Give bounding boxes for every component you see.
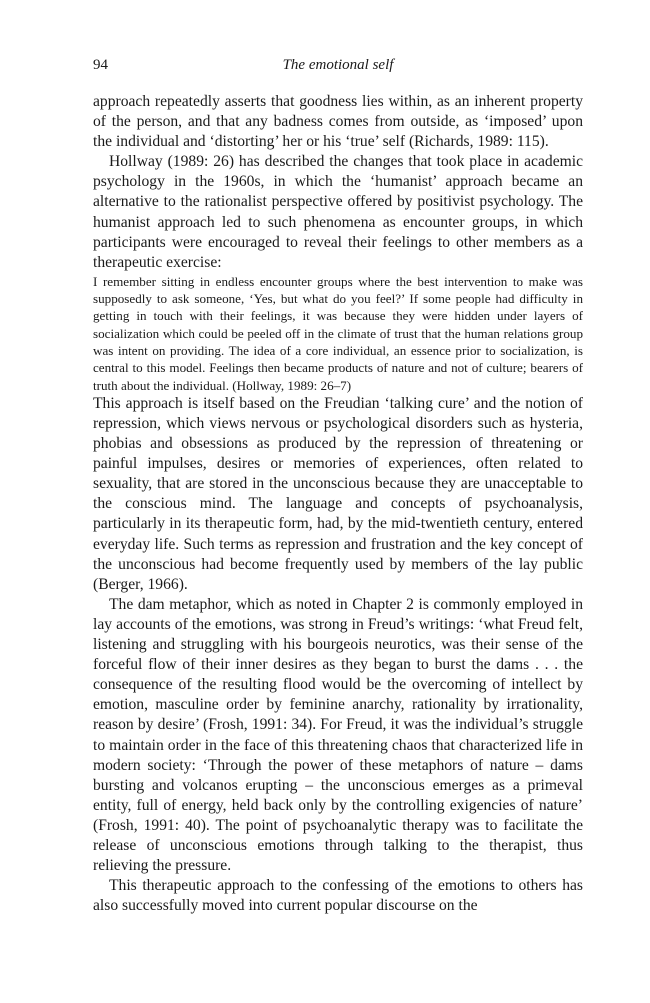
block-quote: I remember sitting in endless encounter groups where the best intervention to make was supposedly to ask someone, ‘Yes, but what do you feel?’ If some people had difficulty in getting in touch with their feelings, it was because they were hidden under layers of socialization which could be peeled off in the climate of trust that the human relations group was intent on providing. The idea of a core individual, an essence prior to socialization, is central to this model. Feelings then became products of nature and not of culture; bearers of truth about the individual. (Hollway, 1989: 26–7) — [93, 273, 583, 393]
body-text — [93, 92, 583, 916]
paragraph: The dam metaphor, which as noted in Chapter 2 is commonly employed in lay accounts of the emotions, was strong in Freud’s writings: ‘what Freud felt, listening and struggling with his bourgeois neurotics, was their sense of the forceful flow of their inner desires as they began to burst the dams . . . the consequence of the resulting flood would be the overcoming of intellect by emotion, masculine order by feminine anarchy, rationality by irrationality, reason by desire’ (Frosh, 1991: 34). For Freud, it was the individual’s struggle to maintain order in the face of this threatening chaos that characterized life in modern society: ‘Through the power of these metaphors of nature – dams bursting and volcanos erupting – the unconscious emerges as a primeval entity, full of energy, held back only by the controlling exigencies of nature’ (Frosh, 1991: 40). The point of psychoanalytic therapy was to facilitate the release of unconscious emotions through talking to the therapist, thus relieving the pressure. — [93, 595, 583, 875]
page-number: 94 — [93, 57, 108, 73]
running-title: The emotional self — [282, 57, 394, 73]
page-header — [93, 57, 583, 79]
paragraph: This approach is itself based on the Freudian ‘talking cure’ and the notion of repression, which views nervous or psychological disorders such as hysteria, phobias and obsessions as produced by the repression of threatening or painful impulses, desires or memories of experiences, often related to sexuality, that are stored in the unconscious because they are unacceptable to the conscious mind. The language and concepts of psychoanalysis, particularly in its therapeutic form, had, by the mid-twentieth century, entered everyday life. Such terms as repression and frustration and the key concept of the unconscious had become frequently used by members of the lay public (Berger, 1966). — [93, 394, 583, 593]
paragraph: approach repeatedly asserts that goodness lies within, as an inherent property of the person, and that any badness comes from outside, as ‘imposed’ upon the individual and ‘distorting’ her or his ‘true’ self (Richards, 1989: 115). — [93, 93, 583, 151]
paragraph: This therapeutic approach to the confessing of the emotions to others has also successfully moved into current popular discourse on the — [93, 877, 583, 915]
paragraph: Hollway (1989: 26) has described the changes that took place in academic psychology in the 1960s, in which the ‘humanist’ approach became an alternative to the rationalist perspective offered by positivist psychology. The humanist approach led to such phenomena as encounter groups, in which participants were encouraged to reveal their feelings to other members as a therapeutic exercise: — [93, 153, 583, 271]
